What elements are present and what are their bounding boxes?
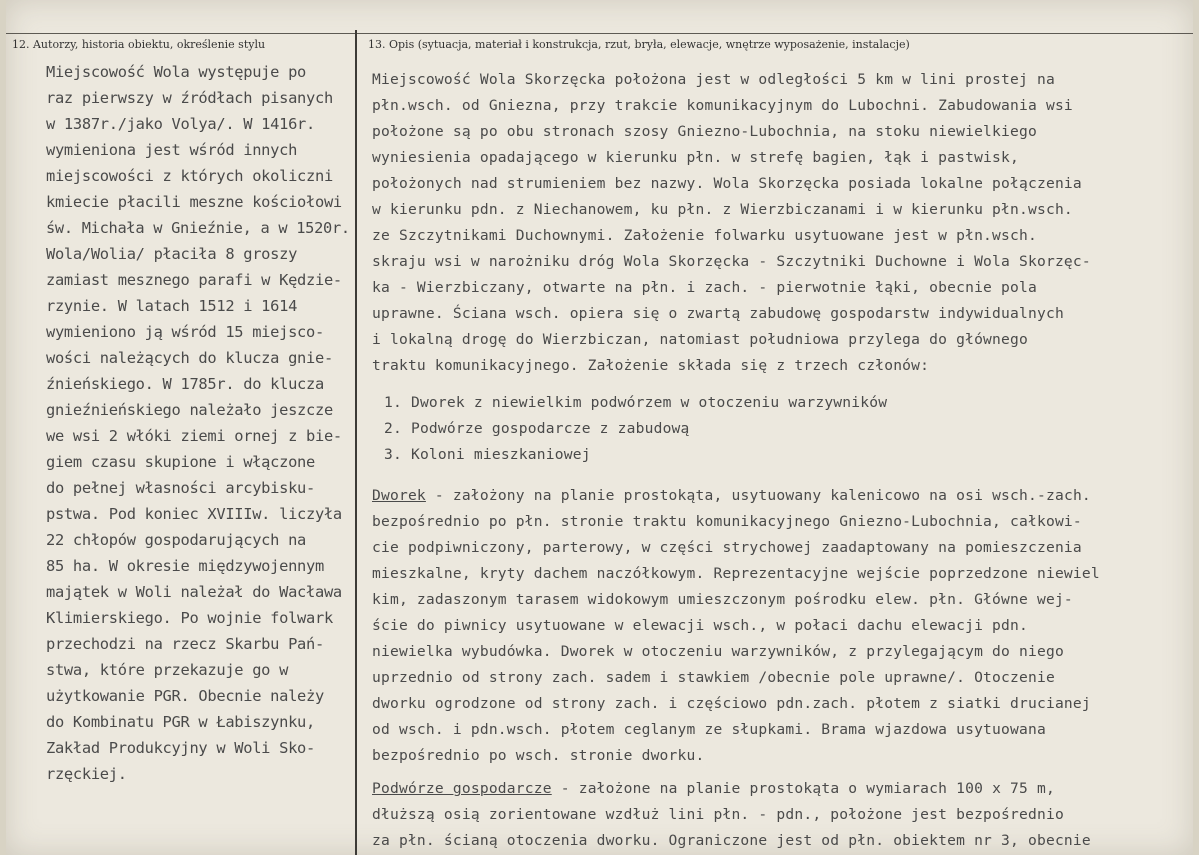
text-line: dworku ogrodzone od strony zach. i częściowo pdn.zach. płotem z siatki drucianej: [372, 695, 1091, 712]
text-line: rzęckiej.: [46, 765, 127, 783]
text-line: [372, 487, 1091, 504]
text-line: ście do piwnicy usytuowane w elewacji wsch., w połaci dachu elewacji pdn.: [372, 617, 1028, 634]
column-divider: [355, 30, 357, 855]
section-12-heading: 12. Autorzy, historia obiektu, określenie stylu: [12, 38, 266, 51]
text-line: miejscowości z których okoliczni: [46, 167, 333, 185]
text-line: przechodzi na rzecz Skarbu Pań-: [46, 635, 324, 653]
section-13-heading: 13. Opis (sytuacja, materiał i konstrukcja, rzut, bryła, elewacje, wnętrze wyposażenie, instalacje): [368, 38, 910, 51]
text-line: wyniesienia opadającego w kierunku płn. w strefę bagien, łąk i pastwisk,: [372, 149, 1020, 166]
text-line: rzynie. W latach 1512 i 1614: [46, 297, 298, 315]
term-podworze: Podwórze gospodarcze: [372, 780, 552, 797]
list-item: 2. Podwórze gospodarcze z zabudową: [384, 420, 690, 437]
text-line: św. Michała w Gnieźnie, a w 1520r.: [46, 219, 350, 237]
text-line: ka - Wierzbiczany, otwarte na płn. i zach. - pierwotnie łąki, obecnie pola: [372, 279, 1037, 296]
text-line: 85 ha. W okresie międzywojennym: [46, 557, 324, 575]
text-line: uprzednio od strony zach. sadem i stawkiem /obecnie pole uprawne/. Otoczenie: [372, 669, 1055, 686]
text-line: od wsch. i pdn.wsch. płotem ceglanym ze słupkami. Brama wjazdowa usytuowana: [372, 721, 1046, 738]
text-line: w kierunku pdn. z Niechanowem, ku płn. z Wierzbiczanami i w kierunku płn.wsch.: [372, 201, 1073, 218]
text-line: giem czasu skupione i włączone: [46, 453, 315, 471]
text-line-content: - założone na planie prostokąta o wymiarach 100 x 75 m,: [560, 780, 1055, 797]
text-line: do pełnej własności arcybisku-: [46, 479, 315, 497]
term-dworek: Dworek: [372, 487, 426, 504]
text-line: kim, zadaszonym tarasem widokowym umieszczonym pośrodku elew. płn. Główne wej-: [372, 591, 1073, 608]
text-line: płn.wsch. od Gniezna, przy trakcie komunikacyjnym do Lubochni. Zabudowania wsi: [372, 97, 1073, 114]
text-line: i lokalną drogę do Wierzbiczan, natomiast południowa przylega do głównego: [372, 331, 1028, 348]
text-line: w 1387r./jako Volya/. W 1416r.: [46, 115, 315, 133]
text-line: ze Szczytnikami Duchownymi. Założenie folwarku usytuowane jest w płn.wsch.: [372, 227, 1037, 244]
text-line: Wola/Wolia/ płaciła 8 groszy: [46, 245, 298, 263]
text-line: niewielka wybudówka. Dworek w otoczeniu warzywników, z przylegającym do niego: [372, 643, 1064, 660]
text-line: bezpośrednio po wsch. stronie dworku.: [372, 747, 705, 764]
text-line: Miejscowość Wola Skorzęcka położona jest w odległości 5 km w lini prostej na: [372, 71, 1055, 88]
text-line: mieszkalne, kryty dachem naczółkowym. Reprezentacyjne wejście poprzedzone niewiel: [372, 565, 1100, 582]
list-item: 1. Dworek z niewielkim podwórzem w otoczeniu warzywników: [384, 394, 888, 411]
text-line: raz pierwszy w źródłach pisanych: [46, 89, 333, 107]
text-line: majątek w Woli należał do Wacława: [46, 583, 342, 601]
text-line: bezpośrednio po płn. stronie traktu komunikacyjnego Gniezno-Lubochnia, całkowi-: [372, 513, 1082, 530]
text-line: Klimierskiego. Po wojnie folwark: [46, 609, 333, 627]
text-line-content: - założony na planie prostokąta, usytuowany kalenicowo na osi wsch.-zach.: [434, 487, 1091, 504]
header-divider: [6, 33, 1193, 34]
text-line: pstwa. Pod koniec XVIIIw. liczyła: [46, 505, 342, 523]
text-line: [372, 780, 1055, 797]
text-line: skraju wsi w narożniku dróg Wola Skorzęcka - Szczytniki Duchowne i Wola Skorzęc-: [372, 253, 1091, 270]
text-line: użytkowanie PGR. Obecnie należy: [46, 687, 324, 705]
text-line: we wsi 2 włóki ziemi ornej z bie-: [46, 427, 342, 445]
text-line: traktu komunikacyjnego. Założenie składa się z trzech członów:: [372, 357, 930, 374]
text-line: cie podpiwniczony, parterowy, w części strychowej zaadaptowany na pomieszczenia: [372, 539, 1082, 556]
text-line: wymieniona jest wśród innych: [46, 141, 298, 159]
text-line: dłuższą osią zorientowane wzdłuż lini płn. - pdn., położone jest bezpośrednio: [372, 806, 1064, 823]
text-line: wości należących do klucza gnie-: [46, 349, 333, 367]
text-line: Miejscowość Wola występuje po: [46, 63, 307, 81]
list-item: 3. Koloni mieszkaniowej: [384, 446, 591, 463]
text-line: wymieniono ją wśród 15 miejsco-: [46, 323, 324, 341]
text-line: położonych nad strumieniem bez nazwy. Wola Skorzęcka posiada lokalne połączenia: [372, 175, 1082, 192]
text-line: do Kombinatu PGR w Łabiszynku,: [46, 713, 315, 731]
text-line: kmiecie płacili meszne kościołowi: [46, 193, 342, 211]
text-line: zamiast mesznego parafi w Kędzie-: [46, 271, 342, 289]
text-line: uprawne. Ściana wsch. opiera się o zwartą zabudowę gospodarstw indywidualnych: [372, 305, 1064, 322]
text-line: źnieńskiego. W 1785r. do klucza: [46, 375, 324, 393]
text-line: za płn. ścianą otoczenia dworku. Ograniczone jest od płn. obiektem nr 3, obecnie: [372, 832, 1091, 849]
text-line: położone są po obu stronach szosy Gniezno-Lubochnia, na stoku niewielkiego: [372, 123, 1037, 140]
text-line: stwa, które przekazuje go w: [46, 661, 289, 679]
text-line: 22 chłopów gospodarujących na: [46, 531, 307, 549]
text-line: Zakład Produkcyjny w Woli Sko-: [46, 739, 315, 757]
text-line: gnieźnieńskiego należało jeszcze: [46, 401, 333, 419]
